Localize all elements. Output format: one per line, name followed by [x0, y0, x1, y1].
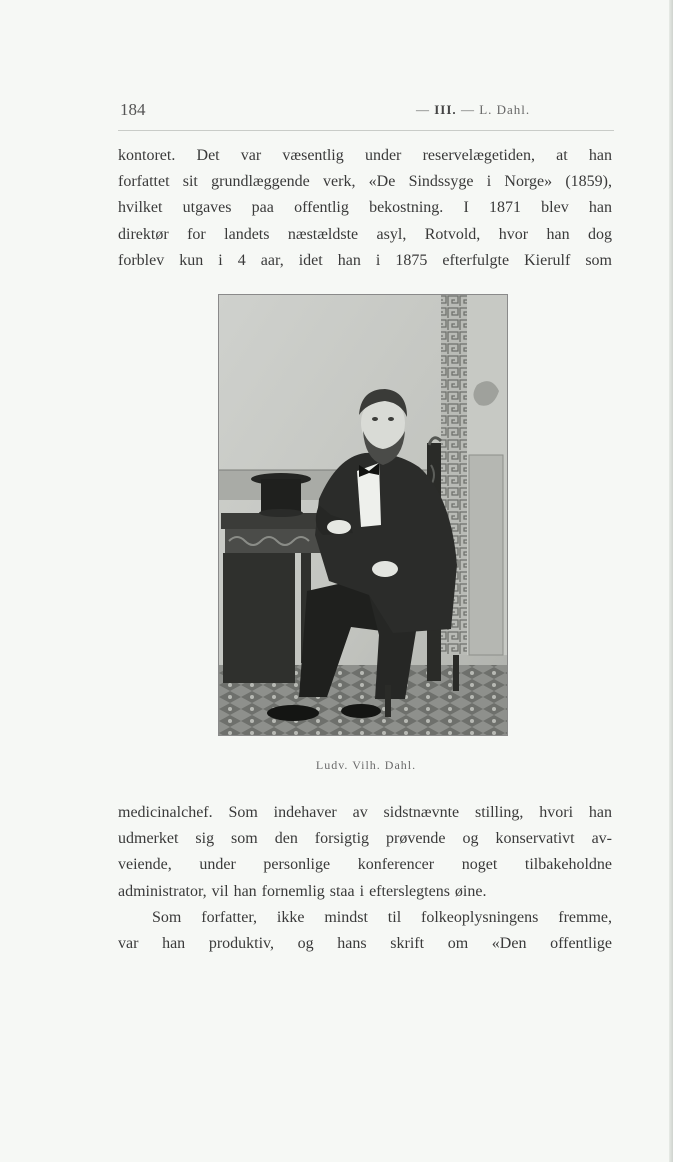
text-line: Som forfatter, ikke mindst til folkeoplysningens fremme,: [152, 908, 612, 926]
body-text-bottom: [118, 800, 612, 957]
page-edge: [669, 0, 673, 1162]
text-line: kontoret. Det var væsentlig under reservelægetiden, at han: [118, 147, 612, 164]
text-line: veiende, under personlige konferencer noget tilbakeholdne: [118, 856, 612, 874]
text-line: administrator, vil han fornemlig staa i efterslegtens øine.: [118, 882, 487, 900]
text-line: direktør for landets næstældste asyl, Rotvold, hvor han dog: [118, 225, 612, 243]
page-header: [118, 100, 614, 122]
body-text-top: [118, 143, 612, 274]
page-number: 184: [120, 100, 146, 119]
chapter-number: III.: [434, 102, 457, 117]
portrait-illustration: [219, 295, 507, 735]
header-rule: [118, 130, 614, 131]
running-title-suffix: — L. Dahl.: [460, 102, 531, 117]
text-line: forblev kun i 4 aar, idet han i 1875 efterfulgte Kierulf som: [118, 251, 612, 269]
text-line: udmerket sig som den forsigtig prøvende og konservativt av-: [118, 830, 612, 848]
text-line: forfattet sit grundlæggende verk, «De Sindssyge i Norge» (1859),: [118, 173, 612, 191]
portrait-photograph: [218, 294, 508, 736]
text-line: hvilket utgaves paa offentlig bekostning. I 1871 blev han: [118, 199, 612, 217]
text-line: medicinalchef. Som indehaver av sidstnævnte stilling, hvori han: [118, 804, 612, 821]
running-title-prefix: —: [416, 102, 430, 117]
text-line: var han produktiv, og hans skrift om «Den offentlige: [118, 935, 612, 953]
figure-caption: Ludv. Vilh. Dahl.: [315, 758, 417, 772]
running-title: [416, 102, 530, 118]
